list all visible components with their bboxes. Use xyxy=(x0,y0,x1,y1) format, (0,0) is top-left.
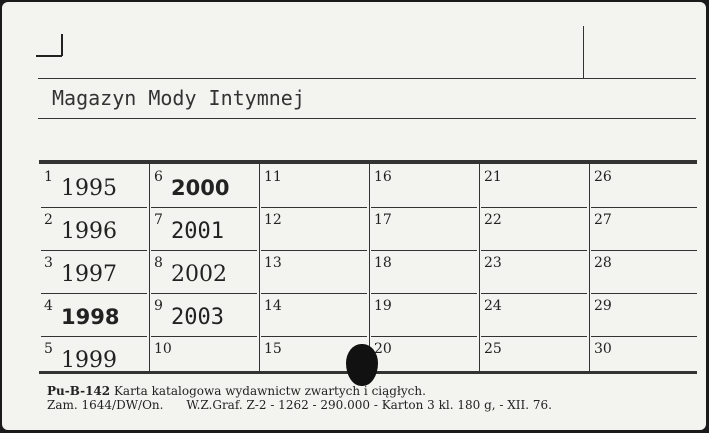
grid-cell xyxy=(39,250,149,293)
grid-cell xyxy=(259,250,369,293)
header-rule-top xyxy=(38,78,696,79)
grid-cell xyxy=(589,293,699,336)
grid-cell xyxy=(479,164,589,207)
header-divider xyxy=(583,26,584,78)
cell-number: 22 xyxy=(484,212,502,228)
grid-cell xyxy=(369,250,479,293)
punch-hole xyxy=(346,344,378,386)
cell-year: 2003 xyxy=(171,305,224,330)
cell-number: 17 xyxy=(374,212,392,228)
grid-cell xyxy=(149,250,259,293)
cell-number: 16 xyxy=(374,169,392,185)
corner-mark xyxy=(36,32,66,58)
cell-year: 1998 xyxy=(61,305,120,329)
cell-number: 23 xyxy=(484,255,502,271)
cell-number: 7 xyxy=(154,212,163,228)
cell-number: 5 xyxy=(44,341,53,357)
grid-cell xyxy=(479,336,589,379)
grid-cell xyxy=(39,207,149,250)
grid-cell xyxy=(39,336,149,379)
cell-number: 15 xyxy=(264,341,282,357)
grid-cell xyxy=(149,336,259,379)
grid-cell xyxy=(369,164,479,207)
cell-number: 13 xyxy=(264,255,282,271)
cell-number: 11 xyxy=(264,169,282,185)
grid-cell xyxy=(479,207,589,250)
grid-cell xyxy=(479,250,589,293)
grid-cell xyxy=(259,293,369,336)
grid-cell xyxy=(39,293,149,336)
footer-line-1 xyxy=(47,384,426,398)
grid-cell xyxy=(369,293,479,336)
form-code: Pu-B-142 xyxy=(47,384,111,398)
cell-year: 1995 xyxy=(61,176,117,201)
cell-number: 1 xyxy=(44,169,53,185)
footer-line-2 xyxy=(47,398,552,412)
cell-number: 20 xyxy=(374,341,392,357)
cell-number: 14 xyxy=(264,298,282,314)
cell-number: 29 xyxy=(594,298,612,314)
cell-year: 1996 xyxy=(61,219,117,244)
cell-year: 2001 xyxy=(171,219,224,244)
cell-number: 30 xyxy=(594,341,612,357)
grid-cell xyxy=(589,164,699,207)
grid-cell xyxy=(589,207,699,250)
grid-cell xyxy=(369,336,479,379)
grid-cell xyxy=(589,336,699,379)
holdings-grid xyxy=(39,160,697,374)
grid-cell xyxy=(149,207,259,250)
cell-number: 12 xyxy=(264,212,282,228)
grid-cell xyxy=(589,250,699,293)
cell-year: 2000 xyxy=(171,176,230,200)
cell-number: 6 xyxy=(154,169,163,185)
periodical-title: Magazyn Mody Intymnej xyxy=(52,86,305,110)
cell-number: 21 xyxy=(484,169,502,185)
cell-year: 1999 xyxy=(61,348,117,373)
header-rule-bottom xyxy=(38,118,696,119)
grid-cell xyxy=(259,207,369,250)
grid-cell xyxy=(369,207,479,250)
cell-number: 2 xyxy=(44,212,53,228)
cell-number: 8 xyxy=(154,255,163,271)
cell-number: 26 xyxy=(594,169,612,185)
catalog-card xyxy=(2,2,706,430)
order-number: Zam. 1644/DW/On. xyxy=(47,398,164,412)
cell-number: 4 xyxy=(44,298,53,314)
corner-mark-icon xyxy=(36,32,66,58)
cell-number: 25 xyxy=(484,341,502,357)
grid-cell xyxy=(39,164,149,207)
cell-number: 27 xyxy=(594,212,612,228)
cell-year: 1997 xyxy=(61,262,117,287)
grid-cell xyxy=(479,293,589,336)
form-description: Karta katalogowa wydawnictw zwartych i ciągłych. xyxy=(113,384,426,398)
cell-number: 10 xyxy=(154,341,172,357)
print-info: W.Z.Graf. Z-2 - 1262 - 290.000 - Karton 3 kl. 180 g, - XII. 76. xyxy=(186,398,552,412)
cell-number: 28 xyxy=(594,255,612,271)
cell-number: 9 xyxy=(154,298,163,314)
grid-cell xyxy=(149,293,259,336)
cell-number: 19 xyxy=(374,298,392,314)
cell-year: 2002 xyxy=(171,262,227,287)
grid-cell xyxy=(259,164,369,207)
cell-number: 3 xyxy=(44,255,53,271)
cell-number: 24 xyxy=(484,298,502,314)
cell-number: 18 xyxy=(374,255,392,271)
grid-cell xyxy=(149,164,259,207)
